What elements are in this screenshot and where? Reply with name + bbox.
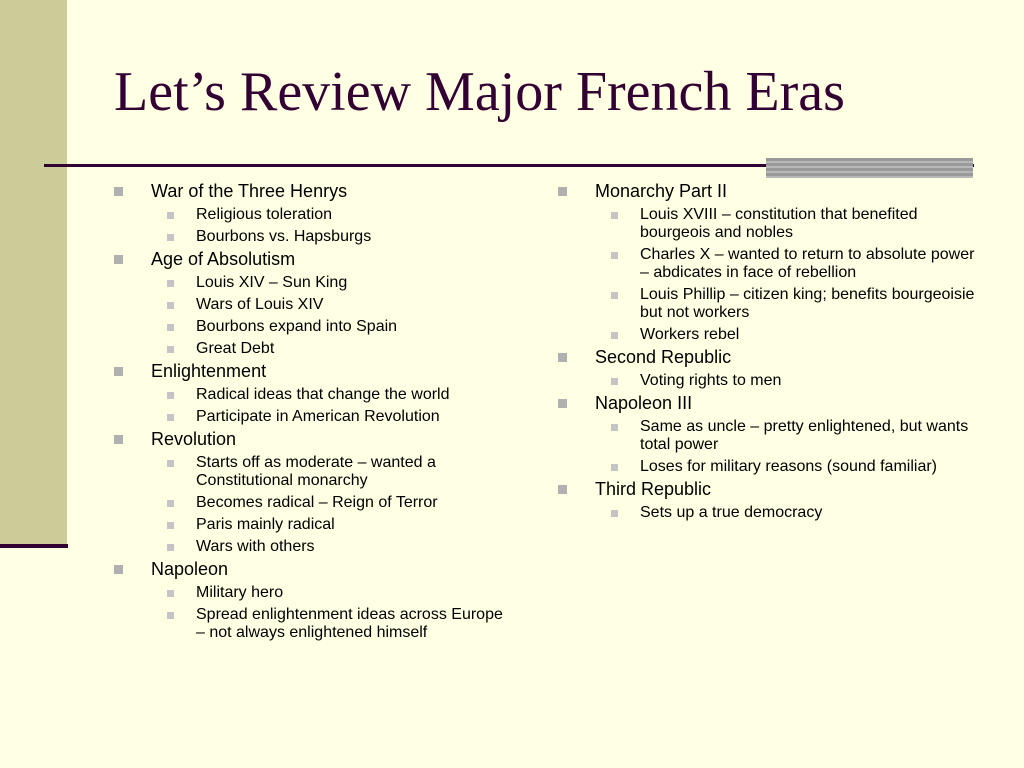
subtopic-label: Loses for military reasons (sound familiar)	[640, 458, 937, 475]
subtopic-item	[558, 324, 978, 346]
title-accent-bar	[766, 158, 973, 178]
topic-label: Enlightenment	[151, 361, 267, 381]
square-bullet-icon	[558, 187, 567, 196]
topic-label: Revolution	[151, 429, 237, 449]
subtopic-item	[558, 370, 978, 392]
subtopic-item	[114, 406, 514, 428]
subtopic-list	[114, 272, 514, 360]
topic-item	[114, 428, 514, 558]
side-decoration-bar	[0, 0, 67, 545]
topic-item	[114, 180, 514, 248]
small-square-bullet-icon	[167, 590, 174, 597]
small-square-bullet-icon	[167, 212, 174, 219]
small-square-bullet-icon	[167, 522, 174, 529]
subtopic-label: Same as uncle – pretty enlightened, but wants total power	[640, 418, 969, 453]
subtopic-label: Louis XIV – Sun King	[196, 274, 348, 291]
subtopic-list	[558, 502, 978, 524]
small-square-bullet-icon	[611, 378, 618, 385]
subtopic-label: Workers rebel	[640, 326, 740, 343]
subtopic-list	[114, 384, 514, 428]
square-bullet-icon	[114, 187, 123, 196]
small-square-bullet-icon	[167, 414, 174, 421]
subtopic-item	[558, 456, 978, 478]
topic-row	[558, 346, 978, 370]
square-bullet-icon	[114, 255, 123, 264]
subtopic-item	[114, 514, 514, 536]
square-bullet-icon	[558, 353, 567, 362]
subtopic-item	[558, 244, 978, 284]
subtopic-item	[114, 452, 514, 492]
subtopic-list	[114, 582, 514, 644]
subtopic-item	[558, 502, 978, 524]
small-square-bullet-icon	[611, 332, 618, 339]
small-square-bullet-icon	[167, 392, 174, 399]
subtopic-item	[558, 416, 978, 456]
small-square-bullet-icon	[167, 346, 174, 353]
subtopic-item	[114, 604, 514, 644]
topic-label: Napoleon III	[595, 393, 693, 413]
topic-label: Age of Absolutism	[151, 249, 296, 269]
topic-item	[558, 478, 978, 524]
bullet-list-right	[558, 180, 978, 524]
slide-title: Let’s Review Major French Eras	[114, 61, 845, 123]
small-square-bullet-icon	[167, 324, 174, 331]
subtopic-label: Louis XVIII – constitution that benefited bourgeois and nobles	[640, 206, 918, 241]
subtopic-label: Louis Phillip – citizen king; benefits bourgeoisie but not workers	[640, 286, 975, 321]
subtopic-label: Charles X – wanted to return to absolute power – abdicates in face of rebellion	[640, 246, 975, 281]
square-bullet-icon	[114, 565, 123, 574]
subtopic-item	[114, 294, 514, 316]
subtopic-list	[558, 204, 978, 346]
topic-label: Third Republic	[595, 479, 712, 499]
small-square-bullet-icon	[611, 212, 618, 219]
subtopic-label: Voting rights to men	[640, 372, 782, 389]
subtopic-label: Paris mainly radical	[196, 516, 335, 533]
topic-row	[114, 558, 514, 582]
subtopic-label: Bourbons expand into Spain	[196, 318, 398, 335]
subtopic-label: Sets up a true democracy	[640, 504, 823, 521]
subtopic-label: Great Debt	[196, 340, 275, 357]
subtopic-item	[114, 582, 514, 604]
square-bullet-icon	[558, 485, 567, 494]
small-square-bullet-icon	[611, 252, 618, 259]
subtopic-list	[114, 204, 514, 248]
topic-row	[114, 360, 514, 384]
subtopic-label: Participate in American Revolution	[196, 408, 440, 425]
right-column	[558, 180, 978, 524]
topic-item	[558, 346, 978, 392]
subtopic-item	[114, 204, 514, 226]
small-square-bullet-icon	[167, 234, 174, 241]
subtopic-item	[114, 226, 514, 248]
small-square-bullet-icon	[167, 612, 174, 619]
small-square-bullet-icon	[167, 302, 174, 309]
subtopic-list	[558, 370, 978, 392]
topic-row	[558, 392, 978, 416]
side-bar-bottom-rule	[0, 544, 68, 548]
topic-item	[114, 248, 514, 360]
topic-row	[558, 478, 978, 502]
subtopic-item	[114, 316, 514, 338]
subtopic-label: Wars with others	[196, 538, 315, 555]
small-square-bullet-icon	[167, 544, 174, 551]
small-square-bullet-icon	[167, 460, 174, 467]
topic-item	[558, 392, 978, 478]
subtopic-label: Spread enlightenment ideas across Europe – not always enlightened himself	[196, 606, 503, 641]
subtopic-label: Military hero	[196, 584, 284, 601]
square-bullet-icon	[558, 399, 567, 408]
topic-row	[114, 180, 514, 204]
subtopic-item	[558, 284, 978, 324]
subtopic-item	[114, 384, 514, 406]
subtopic-label: Bourbons vs. Hapsburgs	[196, 228, 372, 245]
left-column	[114, 180, 514, 644]
topic-row	[558, 180, 978, 204]
small-square-bullet-icon	[167, 500, 174, 507]
topic-row	[114, 248, 514, 272]
subtopic-label: Becomes radical – Reign of Terror	[196, 494, 438, 511]
topic-label: War of the Three Henrys	[151, 181, 348, 201]
subtopic-item	[114, 272, 514, 294]
topic-item	[114, 360, 514, 428]
subtopic-label: Religious toleration	[196, 206, 333, 223]
topic-label: Napoleon	[151, 559, 229, 579]
subtopic-label: Radical ideas that change the world	[196, 386, 450, 403]
subtopic-label: Wars of Louis XIV	[196, 296, 324, 313]
small-square-bullet-icon	[611, 424, 618, 431]
bullet-list-left	[114, 180, 514, 644]
topic-item	[558, 180, 978, 346]
subtopic-list	[558, 416, 978, 478]
topic-label: Second Republic	[595, 347, 732, 367]
square-bullet-icon	[114, 435, 123, 444]
subtopic-item	[114, 338, 514, 360]
subtopic-list	[114, 452, 514, 558]
square-bullet-icon	[114, 367, 123, 376]
subtopic-item	[114, 536, 514, 558]
small-square-bullet-icon	[167, 280, 174, 287]
subtopic-item	[558, 204, 978, 244]
subtopic-item	[114, 492, 514, 514]
topic-row	[114, 428, 514, 452]
small-square-bullet-icon	[611, 464, 618, 471]
topic-item	[114, 558, 514, 644]
topic-label: Monarchy Part II	[595, 181, 728, 201]
small-square-bullet-icon	[611, 292, 618, 299]
subtopic-label: Starts off as moderate – wanted a Constitutional monarchy	[196, 454, 436, 489]
small-square-bullet-icon	[611, 510, 618, 517]
